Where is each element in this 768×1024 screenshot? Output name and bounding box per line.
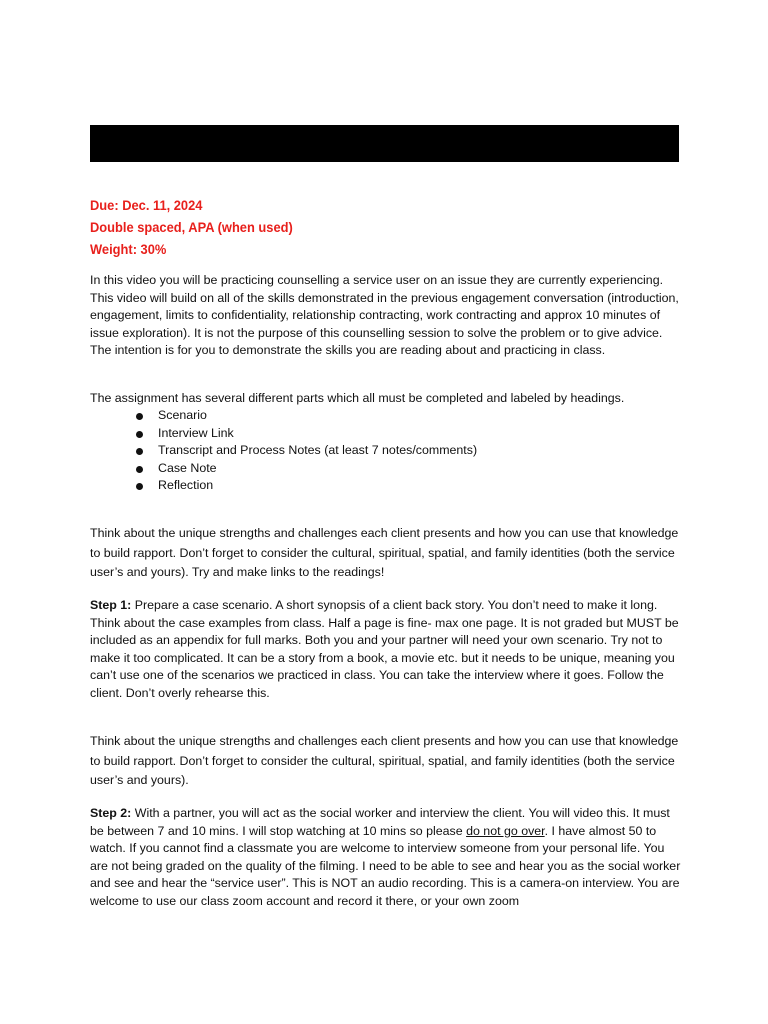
intro-paragraph: In this video you will be practicing counselling a service user on an issue they are currently experiencing. This video will build on all of the skills demonstrated in the previous engagement conversation (introduction, engagement, limits to confidentiality, relationship contracting, work contracting and approx 10 minutes of issue exploration). It is not the purpose of this counselling session to solve the problem or to give advice. The intention is for you to demonstrate the skills you are reading about and practicing in class. — [90, 273, 679, 357]
step-1-text: Prepare a case scenario. A short synopsis of a client back story. You don’t need to make it long. Think about the case examples from class. Half a page is fine- max one page. It is not graded but MUST be included as an appendix for full marks. Both you and your partner will need your own scenario. Try not to make it too complicated. It can be a story from a book, a movie etc. but it needs to be unique, meaning you can’t use one of the scenarios we practiced in class. You can take the interview where it goes. Follow the client. Don’t overly rehearse this. — [90, 598, 679, 700]
step-2-paragraph — [90, 805, 682, 910]
format-requirement: Double spaced, APA (when used) — [90, 219, 293, 235]
think-paragraph-1: Think about the unique strengths and challenges each client presents and how you can use that knowledge to build rapport. Don’t forget to consider the cultural, spiritual, spatial, and family identities (both the service user’s and yours). Try and make links to the readings! — [90, 526, 679, 579]
list-item: Case Note — [90, 460, 650, 478]
due-date: Due: Dec. 11, 2024 — [90, 197, 203, 213]
step-2-text-b: . I have almost 50 to watch. If you cannot find a classmate you are welcome to interview someone from your personal life. You are not being graded on the quality of the filming. I need to be able to see and hear you as the social worker and see and hear the “service user”. This is NOT an audio recording. This is a camera-on interview. You are welcome to use our class zoom account and record it there, or your own zoom — [90, 823, 681, 908]
parts-lead: The assignment has several different parts which all must be completed and labeled by headings. — [90, 391, 625, 405]
think-paragraph-2: Think about the unique strengths and challenges each client presents and how you can use that knowledge to build rapport. Don’t forget to consider the cultural, spiritual, spatial, and family identities (both the service user’s and yours). — [90, 734, 679, 787]
bullet-icon — [136, 431, 143, 438]
list-item: Reflection — [90, 477, 650, 495]
bullet-icon — [136, 483, 143, 490]
step-2-emphasis: do not go over — [466, 823, 545, 838]
list-item: Interview Link — [90, 425, 650, 443]
step-2-label: Step 2: — [90, 806, 132, 820]
assignment-meta — [90, 194, 633, 260]
step-1-paragraph — [90, 597, 682, 702]
step-1-label: Step 1: — [90, 598, 132, 612]
title-bar — [90, 125, 679, 162]
bullet-icon — [136, 448, 143, 455]
bullet-icon — [136, 413, 143, 420]
parts-list — [90, 407, 650, 495]
step-2-text-a: With a partner, you will act as the social worker and interview the client. You will video this. It must be between 7 and 10 mins. I will stop watching at 10 mins so please — [90, 806, 670, 838]
weight: Weight: 30% — [90, 241, 167, 257]
bullet-icon — [136, 466, 143, 473]
list-item: Scenario — [90, 407, 650, 425]
list-item: Transcript and Process Notes (at least 7 notes/comments) — [90, 442, 650, 460]
